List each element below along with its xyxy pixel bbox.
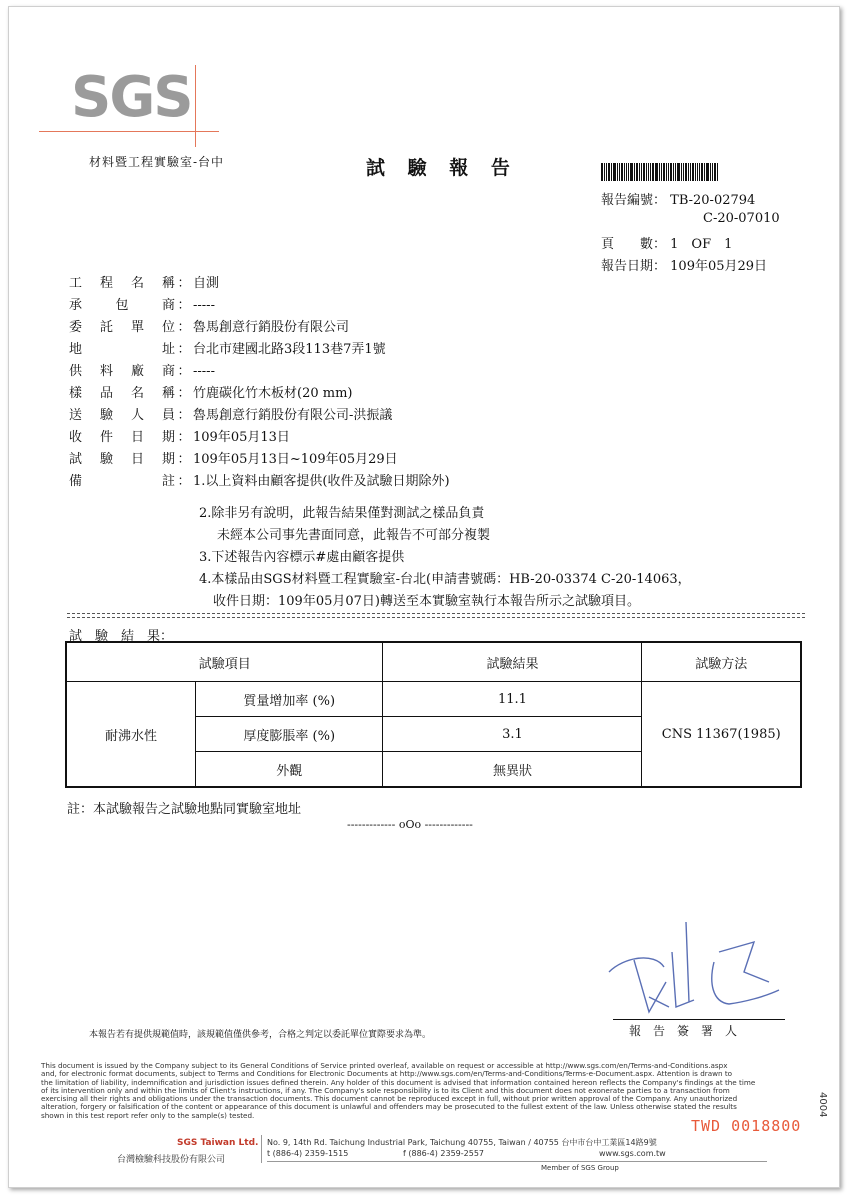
barcode-bar	[710, 163, 711, 181]
footer-divider	[261, 1135, 262, 1163]
barcode-bar	[601, 163, 603, 181]
company-website[interactable]: www.sgs.com.tw	[599, 1149, 666, 1158]
page-count-label: 頁 數：	[601, 237, 667, 252]
barcode-bar	[626, 163, 627, 181]
barcode-bar	[617, 163, 618, 181]
barcode-bar	[643, 163, 645, 181]
field-value: -----	[193, 298, 215, 313]
terms-line: exercising all their rights and obligations under the transaction documents. This document cannot be reproduced except in full, without prior written approval of the Company. Any unauthorized	[41, 1094, 738, 1104]
results-note: 註：本試驗報告之試驗地點同實驗室地址	[67, 802, 302, 817]
report-number-1: TB-20-02794	[670, 193, 756, 208]
barcode-bar	[646, 163, 647, 181]
barcode-bar	[606, 163, 607, 181]
test-result: 11.1	[383, 682, 642, 717]
field-row: 試驗日期 ： 109年05月13日~109年05月29日	[69, 449, 769, 471]
barcode-bar	[675, 163, 676, 181]
remark-line: 收件日期：109年05月07日)轉送至本實驗室執行本報告所示之試驗項目。	[213, 594, 640, 609]
barcode-bar	[621, 163, 623, 181]
barcode-bar	[648, 163, 649, 181]
field-label: 送驗人員	[69, 408, 175, 423]
page-count-row	[601, 233, 732, 252]
test-item: 質量增加率 (%)	[196, 682, 383, 717]
logo-rule-vertical	[195, 65, 196, 147]
barcode-bar	[683, 163, 684, 181]
barcode-bar	[650, 163, 651, 181]
barcode-bar	[712, 163, 713, 181]
field-row: 供料廠商 ： -----	[69, 361, 769, 383]
field-label: 地址	[69, 342, 175, 357]
barcode-bar	[661, 163, 662, 181]
terms-line: This document is issued by the Company subject to its General Conditions of Service printed overleaf, available on request or accessible at http://www.sgs.com/en/Terms-and-Conditions.aspx	[41, 1061, 728, 1070]
remarks-list	[199, 503, 691, 613]
field-value: 台北市建國北路3段113巷7弄1號	[193, 342, 386, 357]
barcode-bar	[701, 163, 703, 181]
company-address: No. 9, 14th Rd. Taichung Industrial Park, Taichung 40755, Taiwan / 40755 台中市台中工業區14路9號	[267, 1138, 657, 1147]
field-row: 樣品名稱 ： 竹鹿碳化竹木板材(20 mm)	[69, 383, 769, 405]
barcode-bar	[668, 163, 669, 181]
test-result: 無異狀	[383, 752, 642, 788]
end-of-report-mark: ------------- oOo -------------	[347, 818, 473, 831]
field-row: 送驗人員 ： 魯馬創意行銷股份有限公司-洪振議	[69, 405, 769, 427]
company-name-cn: 台灣檢驗科技股份有限公司	[117, 1155, 226, 1165]
company-name-en: SGS Taiwan Ltd.	[177, 1138, 259, 1148]
report-page	[8, 6, 840, 1188]
sgs-logo: SGS	[71, 65, 192, 130]
field-value: 竹鹿碳化竹木板材(20 mm)	[193, 386, 353, 401]
section-divider	[67, 613, 805, 618]
field-row: 收件日期 ： 109年05月13日	[69, 427, 769, 449]
field-label: 試驗日期	[69, 452, 175, 467]
page-count-value: 1 OF 1	[670, 237, 733, 252]
remark-line: 未經本公司事先書面同意，此報告不可部分複製	[217, 528, 491, 543]
test-method: CNS 11367(1985)	[642, 682, 801, 788]
results-table	[65, 641, 802, 788]
field-label: 供料廠商	[69, 364, 175, 379]
barcode-bar	[717, 163, 718, 181]
report-date-value: 109年05月29日	[670, 259, 768, 274]
barcode-bar	[677, 163, 680, 181]
barcode-bar	[670, 163, 672, 181]
field-value: 魯馬創意行銷股份有限公司	[193, 320, 350, 335]
footer-rule	[267, 1161, 767, 1162]
logo-rule-horizontal	[39, 131, 219, 132]
results-heading: 試 驗 結 果：	[69, 629, 174, 644]
terms-and-conditions	[41, 1062, 817, 1120]
signature	[594, 912, 784, 1027]
barcode-bar	[639, 163, 640, 181]
header-result: 試驗結果	[383, 642, 642, 682]
field-value: 1.以上資料由顧客提供(收件及試驗日期除外)	[193, 474, 450, 489]
header-method: 試驗方法	[642, 642, 801, 682]
barcode-bar	[704, 163, 705, 181]
company-fax: f (886-4) 2359-2557	[403, 1149, 484, 1158]
field-label: 承包商	[69, 298, 175, 313]
field-value: -----	[193, 364, 215, 379]
barcode-bar	[659, 163, 660, 181]
member-of-group: Member of SGS Group	[541, 1164, 619, 1172]
barcode-bar	[697, 163, 698, 181]
field-value: 109年05月13日	[193, 430, 290, 445]
barcode-bar	[630, 163, 633, 181]
field-value: 109年05月13日~109年05月29日	[193, 452, 398, 467]
barcode-bar	[619, 163, 620, 181]
remark-line: 2.除非另有說明，此報告結果僅對測試之樣品負責	[199, 506, 485, 521]
signature-line	[613, 1019, 785, 1020]
barcode-bar	[624, 163, 625, 181]
barcode-bar	[636, 163, 638, 181]
barcode-bar	[655, 163, 658, 181]
report-date-row	[601, 255, 767, 274]
company-phone: t (886-4) 2359-1515	[267, 1149, 349, 1158]
barcode-bar	[652, 163, 654, 181]
barcode-bar	[613, 163, 616, 181]
terms-line: alteration, forgery or falsification of the content or appearance of this document is unlawful and offenders may be prosecuted to the fullest extent of the law. Unless otherwise stated the results	[41, 1102, 737, 1112]
barcode-bar	[690, 163, 691, 181]
barcode-bar	[634, 163, 635, 181]
remark-line: 3.下述報告內容標示#處由顧客提供	[199, 550, 405, 565]
barcode-bar	[681, 163, 682, 181]
report-fields	[69, 273, 769, 493]
barcode-bar	[714, 163, 716, 181]
field-value: 自測	[193, 276, 220, 291]
barcode-bar	[692, 163, 694, 181]
side-code: 4004	[817, 1092, 828, 1118]
field-row: 地址 ： 台北市建國北路3段113巷7弄1號	[69, 339, 769, 361]
barcode-bar	[673, 163, 674, 181]
field-label: 收件日期	[69, 430, 175, 445]
header-item: 試驗項目	[66, 642, 383, 682]
terms-line: the limitation of liability, indemnification and jurisdiction issues defined therein. Any holder of this document is advised that information contained hereon reflects the Company's findings at the time	[41, 1077, 756, 1087]
barcode-bar	[641, 163, 642, 181]
disclaimer-cn: 本報告若有提供規範值時，該規範值僅供參考，合格之判定以委託單位實際要求為準。	[89, 1030, 432, 1040]
barcode-bar	[685, 163, 687, 181]
barcode-bar	[666, 163, 667, 181]
report-number-row	[601, 189, 755, 208]
field-label: 備註	[69, 474, 175, 489]
barcode-bar	[608, 163, 610, 181]
barcode	[601, 163, 751, 181]
test-group: 耐沸水性	[66, 682, 196, 788]
field-row: 承包商 ： -----	[69, 295, 769, 317]
field-row: 工程名稱 ： 自測	[69, 273, 769, 295]
test-item: 厚度膨脹率 (%)	[196, 717, 383, 752]
report-date-label: 報告日期：	[601, 259, 667, 274]
remark-line: 4.本樣品由SGS材料暨工程實驗室-台北(申請書號碼：HB-20-03374 C-20-14063，	[199, 572, 691, 587]
results-header-row	[66, 642, 801, 682]
document-title: 試 驗 報 告	[366, 157, 518, 179]
report-number-label: 報告編號：	[601, 193, 667, 208]
terms-line: of its intervention only and within the limits of Client's instructions, if any. The Company's sole responsibility is to its Client and this document does not exonerate parties to a transaction from	[41, 1085, 730, 1095]
lab-name: 材料暨工程實驗室-台中	[89, 155, 225, 169]
test-item: 外觀	[196, 752, 383, 788]
field-value: 魯馬創意行銷股份有限公司-洪振議	[193, 408, 393, 423]
field-row: 委託單位 ： 魯馬創意行銷股份有限公司	[69, 317, 769, 339]
table-row	[66, 682, 801, 717]
barcode-bar	[604, 163, 605, 181]
barcode-bar	[699, 163, 700, 181]
field-row: 備註 ： 1.以上資料由顧客提供(收件及試驗日期除外)	[69, 471, 769, 493]
serial-number: TWD 0018800	[691, 1117, 802, 1135]
field-label: 工程名稱	[69, 276, 175, 291]
signature-label: 報 告 簽 署 人	[629, 1024, 738, 1038]
test-result: 3.1	[383, 717, 642, 752]
field-label: 樣品名稱	[69, 386, 175, 401]
barcode-bar	[706, 163, 709, 181]
barcode-bar	[628, 163, 629, 181]
field-label: 委託單位	[69, 320, 175, 335]
terms-line: shown in this test report refer only to the sample(s) tested.	[41, 1110, 255, 1120]
barcode-bar	[695, 163, 696, 181]
barcode-bar	[688, 163, 689, 181]
barcode-bar	[611, 163, 612, 181]
report-number-2: C-20-07010	[703, 211, 780, 226]
terms-line: and, for electronic format documents, subject to Terms and Conditions for Electronic Documents at http://www.sgs.com/en/Terms-and-Conditions/Terms-e-Document.aspx. Attention is drawn to	[41, 1069, 733, 1079]
barcode-bar	[663, 163, 665, 181]
